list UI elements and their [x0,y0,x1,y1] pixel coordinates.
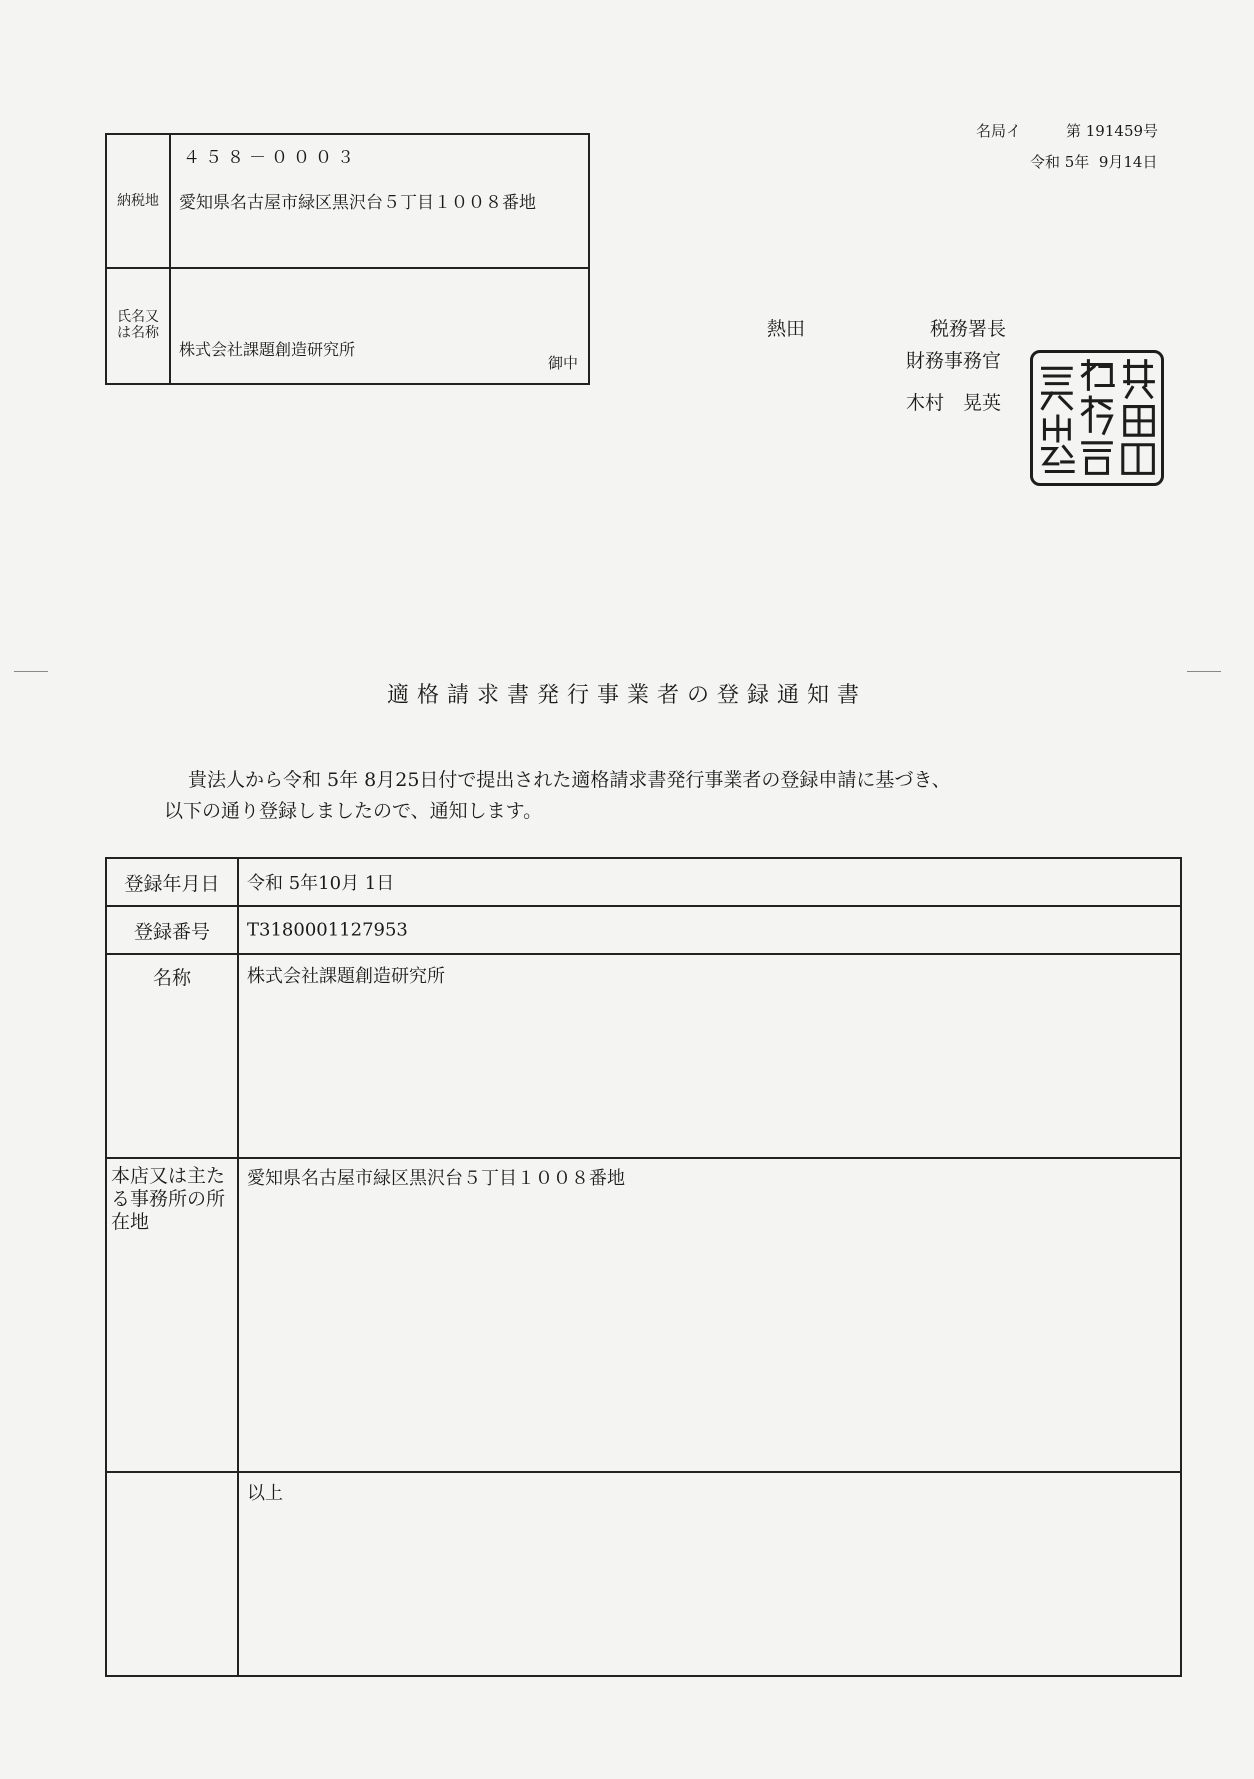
registration-number-label: 登録番号 [107,907,239,953]
name-row [107,267,588,383]
name-value: 株式会社課題創造研究所 [247,966,445,987]
recipient-address-box [105,133,590,385]
issuer-name: 木村 晃英 [906,392,1002,414]
table-row-registration-number [107,907,1180,955]
document-title: 適格請求書発行事業者の登録通知書 [386,683,867,708]
notification-body [164,765,1124,827]
closing-label [107,1473,239,1675]
registration-date-label: 登録年月日 [107,859,239,905]
issuer-title-2: 財務事務官 [906,350,1002,372]
fold-mark-left [14,671,48,672]
honorific: 御中 [547,354,578,372]
office-address-value: 愛知県名古屋市緑区黒沢台５丁目１００８番地 [247,1168,625,1189]
registration-table [105,857,1182,1677]
closing-value: 以上 [247,1483,283,1504]
seal-glyphs-icon [1033,353,1161,483]
registration-date-value: 令和 5年10月 1日 [247,873,395,894]
name-label: 名称 [107,955,239,1157]
table-row-registration-date [107,859,1180,907]
registration-number-value: T3180001127953 [247,919,408,941]
recipient-address: 愛知県名古屋市緑区黒沢台５丁目１００８番地 [179,193,536,213]
table-row-name [107,955,1180,1159]
body-line-2: 以下の通り登録しましたので、通知します。 [164,800,543,822]
table-row-closing [107,1473,1180,1675]
recipient-name: 株式会社課題創造研究所 [179,340,356,359]
fold-mark-right [1187,671,1221,672]
issuer-title-1: 税務署長 [930,318,1007,340]
table-row-office-address [107,1159,1180,1473]
address-row [107,135,588,269]
office-address-label: 本店又は主たる事務所の所在地 [107,1159,239,1471]
address-label: 納税地 [107,135,171,267]
document-number: 名局イ 第 191459号 [976,122,1159,140]
official-seal-stamp [1030,350,1164,486]
name-label: 氏名又は名称 [107,267,171,383]
document-date: 令和 5年 9月14日 [1030,153,1158,171]
body-line-1: 貴法人から令和 5年 8月25日付で提出された適格請求書発行事業者の登録申請に基づき、 [188,769,951,791]
issuer-office: 熱田 [767,318,806,340]
postal-code: ４５８－０００３ [183,148,359,168]
